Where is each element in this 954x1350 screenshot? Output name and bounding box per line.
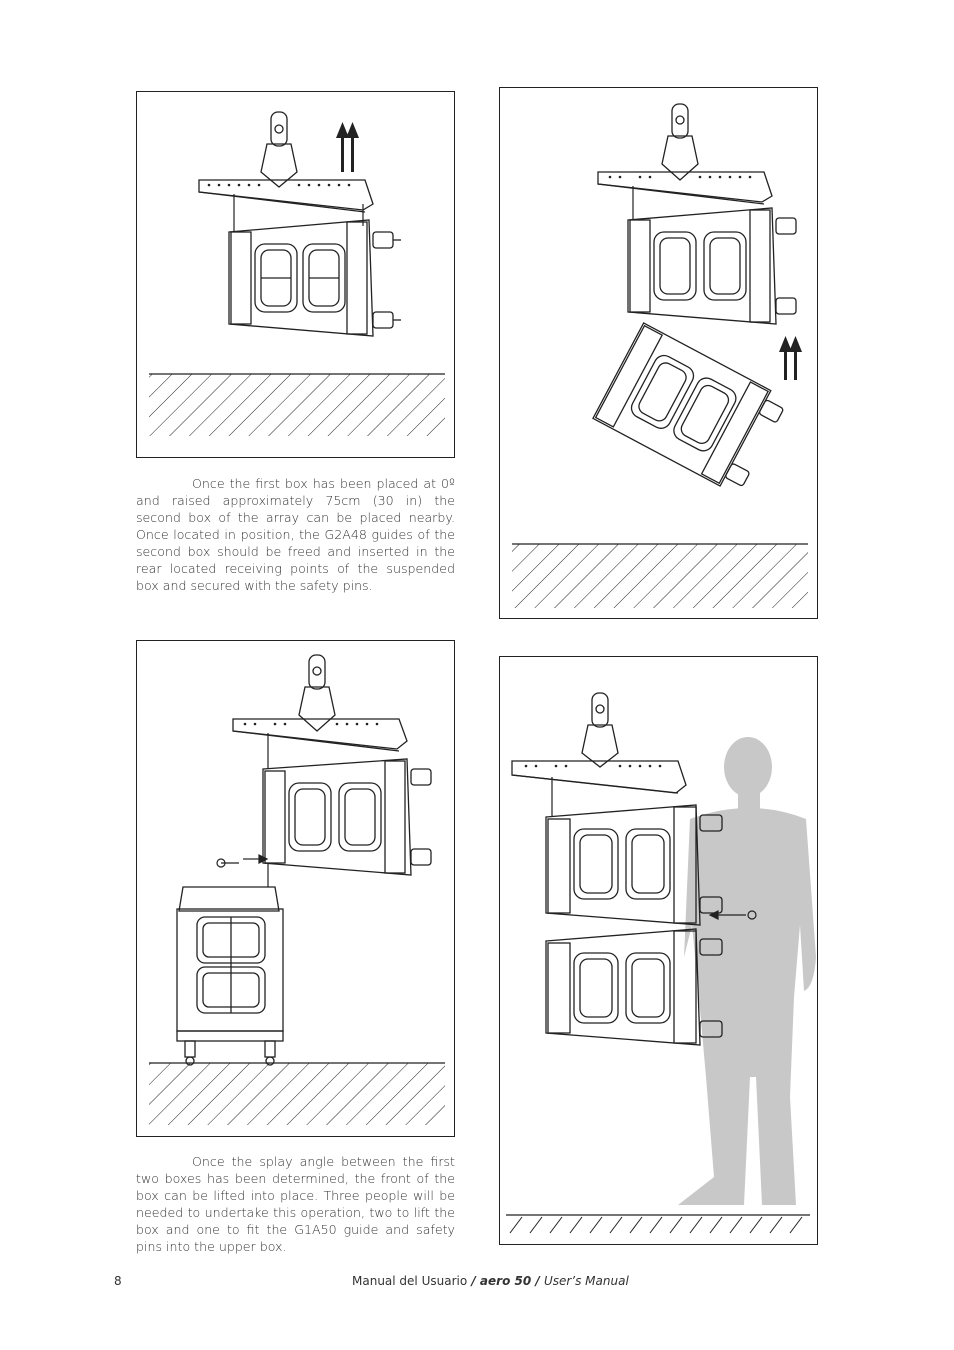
lift-arrows-icon xyxy=(336,122,359,172)
paragraph-step-3-text: Once the splay angle between the first two boxes has been determined, the front of the box can be lifted into place. Three people will be needed to undertake this operation, two to lift the box and one to fit the G1A50 guide and safety pins into the upper box. xyxy=(136,1154,455,1254)
rigging-illustration xyxy=(500,657,817,1244)
hoist-shackle xyxy=(662,104,698,180)
figure-step-1 xyxy=(136,91,455,458)
speaker-cabinet-upper xyxy=(263,759,431,875)
fly-bar xyxy=(598,172,772,204)
footer-separator: / xyxy=(531,1274,544,1288)
footer-manual-title xyxy=(352,1274,629,1288)
speaker-cabinet-upper xyxy=(628,208,796,324)
footer-manual-es: Manual del Usuario xyxy=(352,1274,468,1288)
hoist-shackle xyxy=(261,112,297,187)
floor-hatch xyxy=(512,544,808,608)
paragraph-step-1 xyxy=(136,475,455,594)
fly-bar xyxy=(233,719,407,751)
floor-hatch xyxy=(506,1215,810,1233)
floor-hatch xyxy=(149,1063,445,1125)
paragraph-step-3 xyxy=(136,1153,455,1255)
floor-hatch xyxy=(149,374,445,436)
footer-separator: / xyxy=(467,1274,480,1288)
figure-step-3 xyxy=(136,640,455,1137)
footer-product: aero 50 xyxy=(479,1274,532,1288)
figure-step-2 xyxy=(499,87,818,619)
footer-manual-en: User’s Manual xyxy=(543,1274,629,1288)
speaker-cabinet-upper xyxy=(546,805,722,925)
rigging-illustration xyxy=(137,641,454,1136)
transport-cart xyxy=(177,887,283,1065)
hoist-shackle xyxy=(582,693,618,767)
safety-pin-icon xyxy=(217,855,267,867)
person-silhouette-icon xyxy=(678,737,816,1205)
lift-arrows-icon xyxy=(779,336,802,380)
speaker-cabinet-lower xyxy=(546,929,722,1045)
rigging-illustration xyxy=(500,88,817,618)
page-number: 8 xyxy=(114,1274,122,1288)
speaker-cabinet-lower xyxy=(593,323,789,495)
rigging-illustration xyxy=(137,92,454,457)
speaker-cabinet xyxy=(229,220,401,336)
fly-bar xyxy=(199,180,373,212)
paragraph-step-1-text: Once the first box has been placed at 0º and raised approximately 75cm (30 in) the second box of the array can be placed nearby. Once located in position, the G2A48 guides of the second box should be freed and inserted in the rear located receiving points of the suspended box and secured with the safety pins. xyxy=(136,476,455,593)
figure-step-4 xyxy=(499,656,818,1245)
